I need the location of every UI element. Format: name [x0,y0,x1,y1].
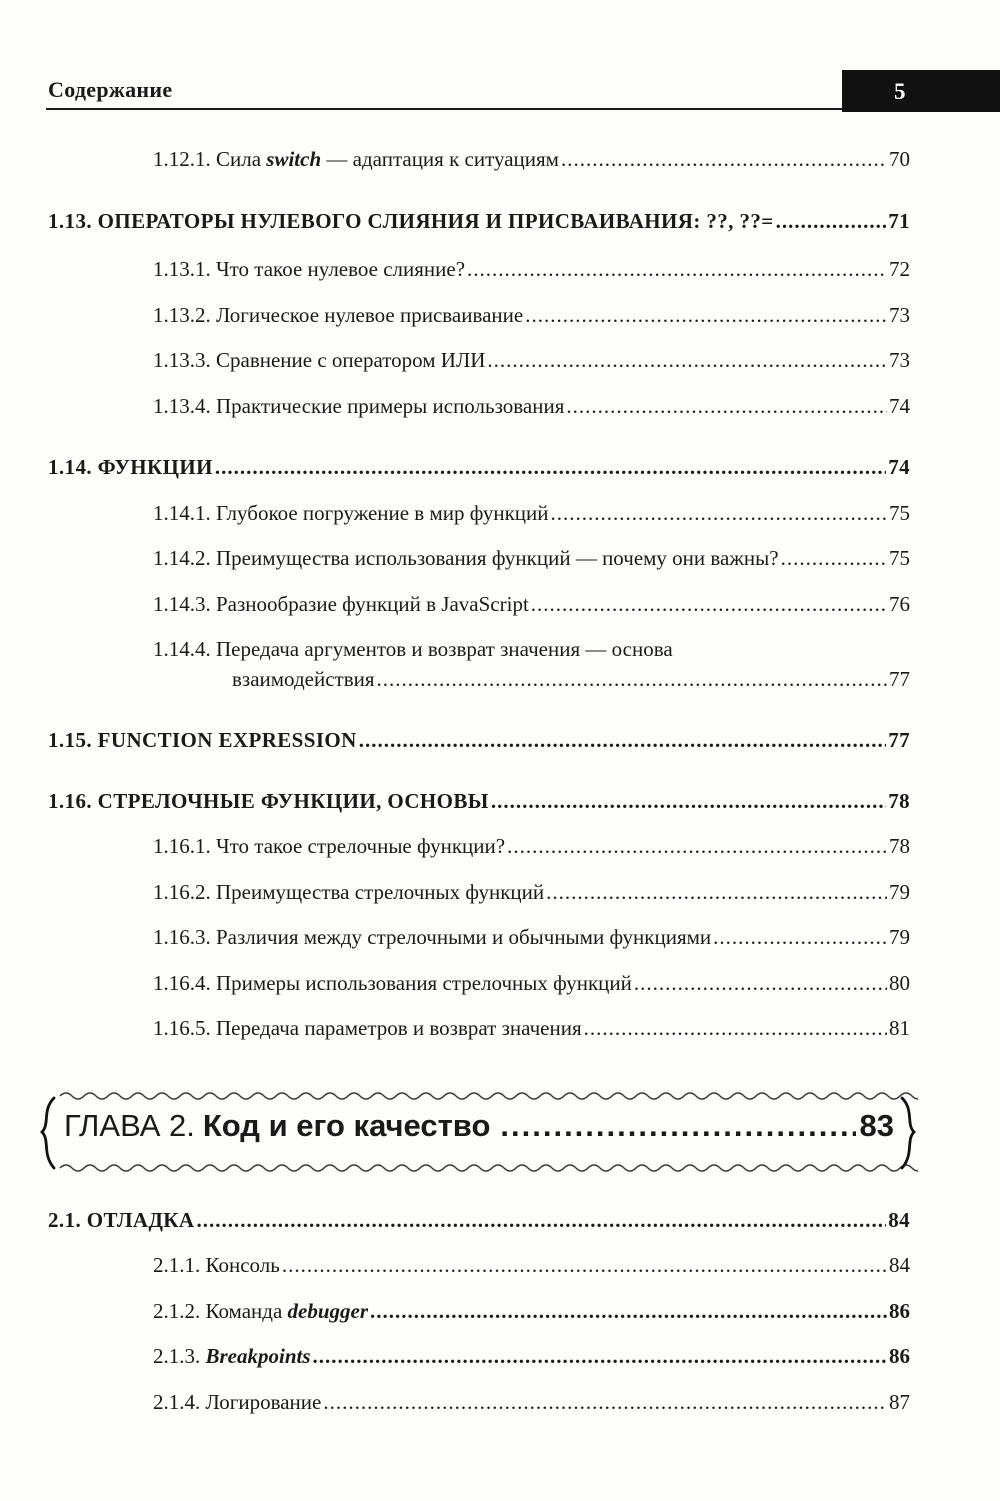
toc-page-number: 74 [889,394,910,418]
toc-section-1-13[interactable] [48,208,910,234]
toc-entry-1-16-2[interactable] [153,879,910,905]
toc-page-number: 71 [888,209,910,233]
toc-entry-label: 1.16.3. Различия между стрелочными и обычными функциями [153,925,712,949]
leader-dots [282,1252,887,1278]
toc-page-number: 77 [889,667,910,691]
toc-entry-1-12-1[interactable] [153,146,910,172]
toc-page-number: 84 [888,1208,910,1232]
toc-entry-1-16-5[interactable] [153,1015,910,1041]
toc-page-number: 80 [889,971,910,995]
toc-page-number: 73 [889,348,910,372]
toc-entry-2-1-2[interactable] [153,1298,910,1324]
toc-section-1-15[interactable] [48,727,910,753]
toc-page-number: 70 [889,147,910,171]
leader-dots [546,879,887,905]
toc-section-1-14[interactable] [48,454,910,480]
leader-dots [634,970,887,996]
leader-dots [584,1015,887,1041]
leader-dots [525,302,887,328]
leader-dots [561,146,887,172]
toc-page-number: 74 [888,455,910,479]
toc-page-number: 73 [889,303,910,327]
toc-entry-1-16-3[interactable] [153,924,910,950]
page-number-tab [842,70,1000,112]
toc-entry-label: 1.14.1. Глубокое погружение в мир функций [153,501,549,525]
toc-section-label: 2.1. ОТЛАДКА [48,1208,195,1232]
toc-page-number: 77 [888,728,910,752]
toc-entry-label: 2.1.3. Breakpoints [153,1344,311,1368]
toc-entry-label: 1.16.5. Передача параметров и возврат значения [153,1016,582,1040]
toc-page-number: 78 [889,834,910,858]
toc-entry-label: 1.14.2. Преимущества использования функций — почему они важны? [153,546,779,570]
toc-section-label: 1.13. ОПЕРАТОРЫ НУЛЕВОГО СЛИЯНИЯ И ПРИСВАИВАНИЯ: ??, ??= [48,209,774,233]
toc-entry-label: 1.12.1. Сила switch — адаптация к ситуациям [153,147,559,171]
banner-bottom-wave [60,1165,918,1171]
toc-page-number: 86 [889,1299,910,1323]
toc-entry-1-14-1[interactable] [153,500,910,526]
toc-section-2-1[interactable] [48,1207,910,1233]
toc-page-number: 72 [889,257,910,281]
toc-entry-1-14-3[interactable] [153,591,910,617]
leader-dots [467,256,887,282]
toc-entry-2-1-1[interactable] [153,1252,910,1278]
header-rule [46,108,846,110]
toc-entry-label: взаимодействия [232,667,375,691]
leader-dots [313,1343,887,1369]
leader-dots [197,1207,887,1233]
toc-entry-label: 1.13.3. Сравнение с оператором ИЛИ [153,348,486,372]
leader-dots [531,591,887,617]
toc-entry-label: 1.16.1. Что такое стрелочные функции? [153,834,506,858]
toc-entry-label: 1.16.2. Преимущества стрелочных функций [153,880,545,904]
toc-chapter-2[interactable] [64,1106,894,1146]
toc-page-number: 79 [889,925,910,949]
leader-dots [566,393,887,419]
toc-entry-label: 2.1.2. Команда debugger [153,1299,369,1323]
leader-dots [323,1389,887,1415]
banner-top-wave [60,1093,918,1099]
leader-dots [713,924,887,950]
chapter-label: ГЛАВА 2. [64,1108,195,1143]
toc-entry-2-1-4[interactable] [153,1389,910,1415]
toc-entry-label: 1.13.1. Что такое нулевое слияние? [153,257,466,281]
toc-page-number: 75 [889,546,910,570]
toc-section-1-16[interactable] [48,788,910,814]
toc-page-number: 78 [888,789,910,813]
toc-page-number: 86 [889,1344,910,1368]
toc-entry-1-14-4-line1[interactable]: 1.14.4. Передача аргументов и возврат значения — основа [153,637,673,661]
toc-entry-1-13-1[interactable] [153,256,910,282]
toc-entry-1-13-2[interactable] [153,302,910,328]
leader-dots [781,545,887,571]
toc-entry-label: 1.13.4. Практические примеры использования [153,394,565,418]
chapter-name: Код и его качество [202,1108,491,1143]
toc-section-label: 1.15. FUNCTION EXPRESSION [48,728,357,752]
running-header-title: Содержание [48,77,173,102]
page-number: 5 [894,79,906,104]
leader-dots [487,347,887,373]
leader-dots [500,1106,855,1146]
toc-entry-1-13-4[interactable] [153,393,910,419]
banner-right-bracket [902,1098,914,1168]
leader-dots [215,454,886,480]
toc-page-number: 81 [889,1016,910,1040]
toc-entry-1-13-3[interactable] [153,347,910,373]
toc-entry-1-14-4-line2[interactable] [232,666,910,692]
toc-entry-1-14-2[interactable] [153,545,910,571]
toc-page-number: 79 [889,880,910,904]
toc-page-number: 76 [889,592,910,616]
toc-entry-label: 1.16.4. Примеры использования стрелочных функций [153,971,632,995]
leader-dots [491,788,886,814]
toc-entry-label: 2.1.4. Логирование [153,1390,322,1414]
leader-dots [551,500,888,526]
leader-dots [377,666,887,692]
leader-dots [776,208,887,234]
toc-page-number: 83 [859,1108,894,1143]
toc-entry-label: 2.1.1. Консоль [153,1253,280,1277]
toc-page-number: 75 [889,501,910,525]
toc-page-number: 87 [889,1390,910,1414]
toc-entry-1-16-1[interactable] [153,833,910,859]
banner-left-bracket [42,1098,54,1168]
toc-section-label: 1.14. ФУНКЦИИ [48,455,213,479]
toc-entry-label: 1.14.3. Разнообразие функций в JavaScript [153,592,529,616]
toc-entry-label: 1.13.2. Логическое нулевое присваивание [153,303,524,327]
toc-section-label: 1.16. СТРЕЛОЧНЫЕ ФУНКЦИИ, ОСНОВЫ [48,789,489,813]
toc-page-number: 84 [889,1253,910,1277]
leader-dots [507,833,887,859]
toc-entry-1-16-4[interactable] [153,970,910,996]
toc-entry-2-1-3[interactable] [153,1343,910,1369]
leader-dots [359,727,886,753]
leader-dots [370,1298,887,1324]
